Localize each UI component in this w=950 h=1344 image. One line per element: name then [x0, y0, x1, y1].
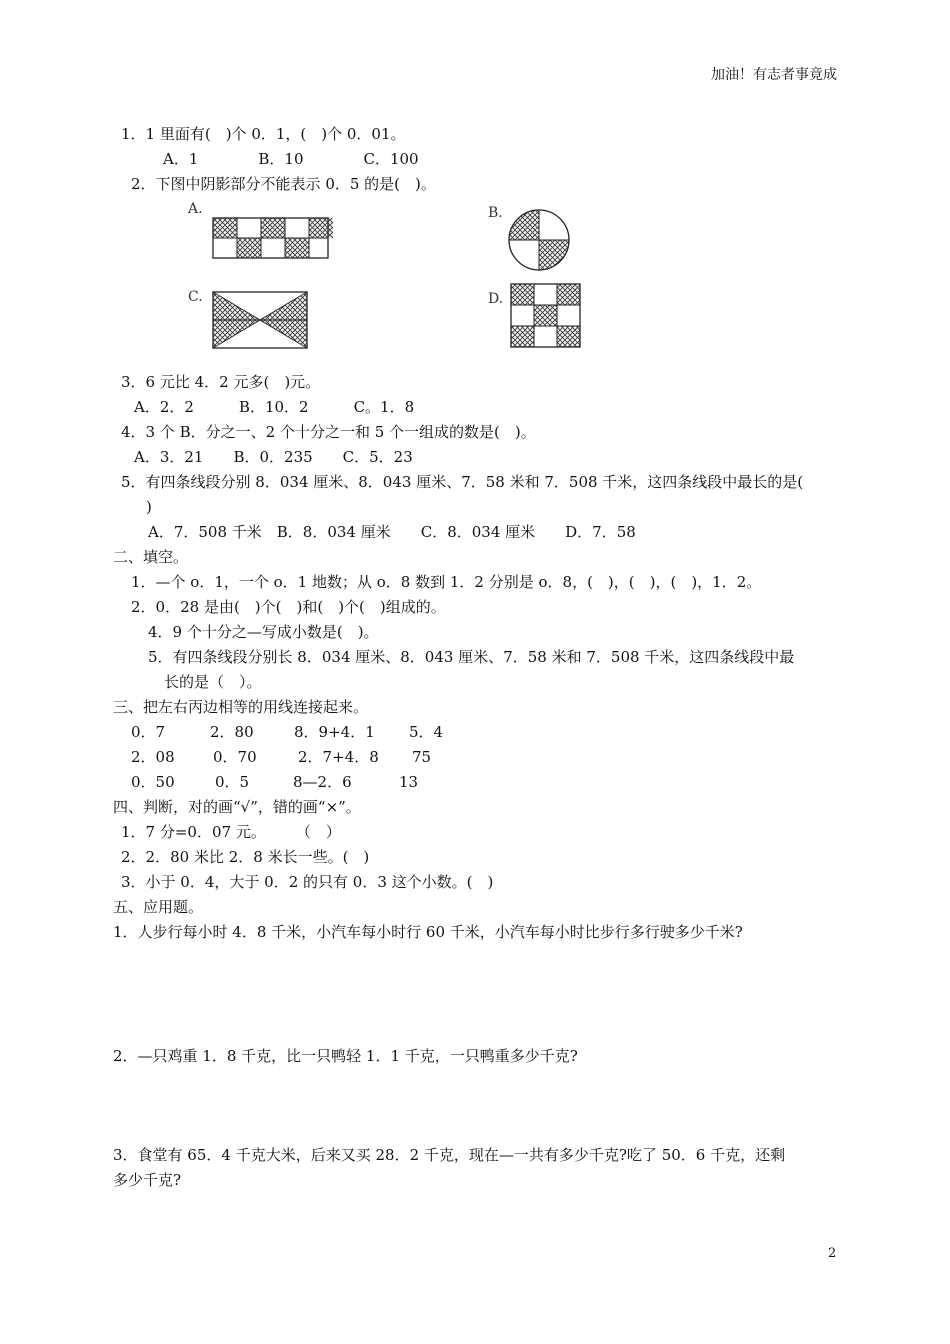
- fill-4: 4．9 个十分之—写成小数是( )。: [148, 623, 379, 641]
- match-cell: 0．7: [131, 723, 166, 741]
- q3-options: A．2．2 B．10．2 C。1．8: [134, 398, 415, 416]
- match-cell: 75: [412, 748, 432, 766]
- match-cell: 13: [399, 773, 419, 791]
- figure-b-label: B.: [488, 205, 503, 221]
- match-cell: 0．50: [131, 773, 175, 791]
- match-cell: 5．4: [409, 723, 444, 741]
- judge-2: 2．2．80 米比 2．8 米长一些。( ): [121, 848, 370, 866]
- figure-a-label: A.: [188, 201, 203, 217]
- fill-1: 1．—个 o．1，一个 o．1 地数；从 o．8 数到 1．2 分别是 o．8，( )，( )，( )，1．2。: [131, 573, 762, 591]
- word-problem-3-cont: 多少千克?: [113, 1171, 182, 1189]
- match-cell: 2．80: [210, 723, 254, 741]
- word-problem-1: 1．人步行每小时 4．8 千米，小汽车每小时行 60 千米，小汽车每小时比步行多行驶多少千米?: [113, 923, 743, 941]
- figure-c-label: C.: [188, 289, 203, 305]
- page-number: 2: [828, 1246, 837, 1261]
- q4-options: A．3．21 B．0．235 C．5．23: [134, 448, 413, 466]
- fill-2: 2．0．28 是由( )个( )和( )个( )组成的。: [131, 598, 446, 616]
- word-problem-3: 3．食堂有 65．4 千克大米，后来又买 28．2 千克，现在—一共有多少千克?吃了 50．6 千克，还剩: [113, 1146, 786, 1164]
- section-5-title: 五、应用题。: [113, 898, 204, 916]
- figure-d-grid: [511, 284, 580, 347]
- q5-stem: 5．有四条线段分别 8．034 厘米、8．043 厘米、7．58 米和 7．508 千米，这四条线段中最长的是(: [121, 473, 804, 491]
- fill-5-cont: 长的是（ ）。: [164, 673, 262, 691]
- q3-stem: 3．6 元比 4．2 元多( )元。: [121, 373, 321, 391]
- section-2-title: 二、填空。: [113, 548, 189, 566]
- q1-options: A．1 B．10 C．100: [163, 150, 419, 168]
- match-cell: 0．5: [215, 773, 250, 791]
- match-cell: 2．08: [131, 748, 175, 766]
- page-header: 加油！有志者事竟成: [711, 67, 837, 83]
- match-cell: 8—2．6: [293, 773, 352, 791]
- q5-options: A．7．508 千米 B．8．034 厘米 C．8．034 厘米 D．7．58: [148, 523, 636, 541]
- q5-stem-cont: ): [146, 498, 152, 516]
- q1-stem: 1．1 里面有( )个 0．1，( )个 0．01。: [121, 125, 406, 143]
- judge-1: 1．7 分=0．07 元。 （ ）: [121, 823, 341, 841]
- section-3-title: 三、把左右丙边相等的用线连接起来。: [113, 698, 369, 716]
- figure-d-label: D.: [488, 291, 504, 307]
- judge-3: 3．小于 0．4，大于 0．2 的只有 0．3 这个小数。( ): [121, 873, 494, 891]
- q2-stem: 2．下图中阴影部分不能表示 0．5 的是( )。: [131, 175, 436, 193]
- fill-5: 5．有四条线段分别长 8．034 厘米、8．043 厘米、7．58 米和 7．508 千米，这四条线段中最: [148, 648, 795, 666]
- match-cell: 0．70: [213, 748, 257, 766]
- q2-figures: [180, 195, 600, 355]
- match-cell: 8．9+4．1: [294, 723, 375, 741]
- figure-b-circle: [509, 210, 569, 270]
- word-problem-2: 2．—只鸡重 1．8 千克，比一只鸭轻 1．1 千克，一只鸭重多少千克?: [113, 1047, 578, 1065]
- figure-c-rectangle: [213, 292, 307, 348]
- q4-stem: 4．3 个 B．分之一、2 个十分之一和 5 个一组成的数是( )。: [121, 423, 536, 441]
- match-cell: 2．7+4．8: [298, 748, 379, 766]
- section-4-title: 四、判断，对的画“√”，错的画“×”。: [113, 798, 361, 816]
- figure-a-grid: [213, 218, 333, 258]
